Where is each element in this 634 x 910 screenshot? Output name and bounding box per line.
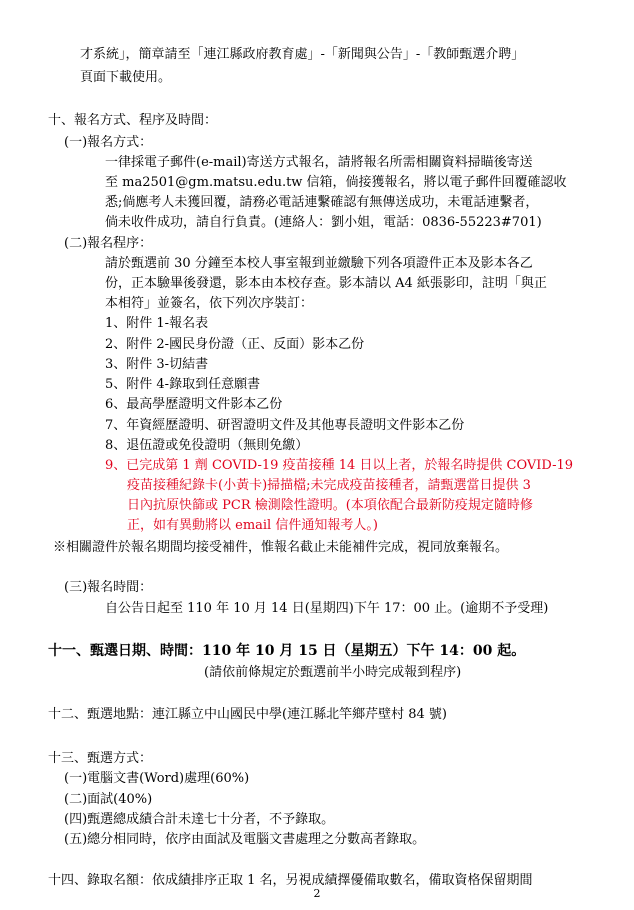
registration-period: 自公告日起至 110 年 10 月 14 日(星期四)下午 17：00 止。(逾期不予受理) (105, 601, 549, 616)
intro-line-1: 才系統」，簡章請至「連江縣政府教育處」-「新聞與公告」-「教師甄選介聘」 (80, 47, 525, 62)
section-10-a-line: 倘未收件成功，請自行負責。(連絡人：劉小姐，電話：0836-55223#701) (105, 215, 542, 230)
section-10-b-line: 份，正本驗畢後發還，影本由本校存查。影本請以 A4 紙張影印，註明「與正 (105, 276, 547, 291)
list-item: (二)面試(40%) (64, 792, 153, 807)
section-10-heading: 十、報名方式、程序及時間： (48, 113, 218, 128)
section-11-note: (請依前條規定於甄選前半小時完成報到程序) (204, 665, 462, 680)
section-13-heading: 十三、甄選方式： (48, 751, 153, 766)
covid-requirement-line: 疫苗接種紀錄卡(小黃卡)掃描檔;未完成疫苗接種者，請甄選當日提供 3 (127, 478, 531, 493)
section-10-b-title: (二)報名程序： (64, 236, 153, 251)
covid-requirement-line: 日內抗原快篩或 PCR 檢測陰性證明。(本項依配合最新防疫規定隨時修 (127, 498, 533, 513)
list-item: 2、附件 2-國民身份證（正、反面）影本乙份 (105, 337, 365, 352)
list-item: 8、退伍證或免役證明（無則免繳） (105, 438, 309, 453)
section-14-heading: 十四、錄取名額：依成績排序正取 1 名，另視成績擇優備取數名，備取資格保留期間 (48, 873, 533, 888)
section-10-a-line: 悉;倘應考人未獲回覆，請務必電話連繫確認有無傳送成功，未電話連繫者， (105, 195, 539, 210)
covid-requirement-line: 9、已完成第 1 劑 COVID-19 疫苗接種 14 日以上者，於報名時提供 COVID-19 (105, 458, 574, 473)
list-item: 1、附件 1-報名表 (105, 316, 209, 331)
section-10-b-line: 本相符」並簽名，依下列次序裝訂： (105, 296, 314, 311)
list-item: 5、附件 4-錄取到任意願書 (105, 377, 261, 392)
list-item: (五)總分相同時，依序由面試及電腦文書處理之分數高者錄取。 (64, 832, 426, 847)
section-10-a-line: 至 ma2501@gm.matsu.edu.tw 信箱，倘接獲報名，將以電子郵件回覆確認收 (105, 175, 567, 190)
section-11-heading: 十一、甄選日期、時間：110 年 10 月 15 日（星期五）下午 14：00 起。 (48, 643, 526, 659)
list-item: (一)電腦文書(Word)處理(60%) (64, 771, 250, 786)
list-item: 6、最高學歷證明文件影本乙份 (105, 397, 283, 412)
intro-line-2: 頁面下載使用。 (80, 70, 172, 85)
section-10-a-line: 一律採電子郵件(e-mail)寄送方式報名，請將報名所需相關資料掃瞄後寄送 (105, 155, 533, 170)
covid-requirement-line: 正，如有異動將以 email 信件通知報考人。) (127, 518, 378, 533)
list-item: 3、附件 3-切結書 (105, 357, 209, 372)
list-item: 7、年資經歷證明、研習證明文件及其他專長證明文件影本乙份 (105, 418, 465, 433)
page-number: 2 (313, 887, 321, 900)
section-10-a-title: (一)報名方式： (64, 135, 153, 150)
section-10-b-line: 請於甄選前 30 分鐘至本校人事室報到並繳驗下列各項證件正本及影本各乙 (105, 256, 533, 271)
section-10-c-title: (三)報名時間： (64, 580, 153, 595)
supplement-note: ※相關證件於報名期間均接受補件，惟報名截止未能補件完成，視同放棄報名。 (53, 540, 509, 555)
section-12-heading: 十二、甄選地點：連江縣立中山國民中學(連江縣北竿鄉芹壁村 84 號) (48, 707, 447, 722)
list-item: (四)甄選總成績合計未達七十分者，不予錄取。 (64, 812, 335, 827)
